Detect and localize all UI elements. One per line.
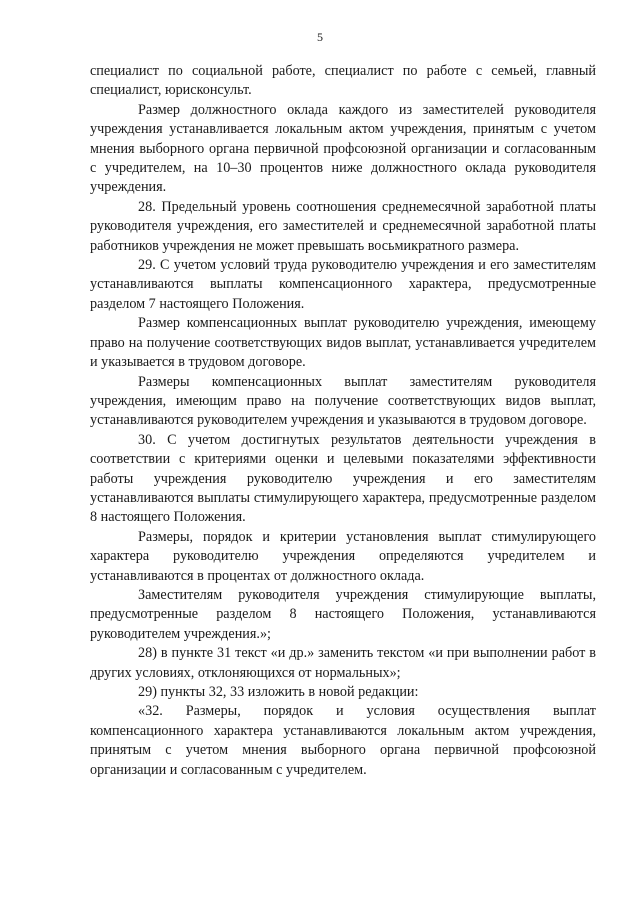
paragraph-head-compensation: Размер компенсационных выплат руководителю учреждения, имеющему право на получение соответствующих видов выплат, устанавливается учредителем и указывается в трудовом договоре. (90, 315, 596, 371)
paragraph-item-30: 30. С учетом достигнутых результатов деятельности учреждения в соответствии с критериями оценки и целевыми показателями эффективности работы учреждения руководителю учреждения и его заместителям устанавливаются выплаты стимулирующего характера, предусмотренные разделом 8 настоящего Положения. (90, 431, 596, 526)
paragraph-amendment-29: 29) пункты 32, 33 изложить в новой редакции: (138, 684, 419, 700)
paragraph-amendment-28: 28) в пункте 31 текст «и др.» заменить текстом «и при выполнении работ в других условиях, отклоняющихся от нормальных»; (90, 645, 596, 681)
paragraph-deputy-compensation: Размеры компенсационных выплат заместителям руководителя учреждения, имеющим право на получение соответствующих видов выплат, устанавливаются руководителем учреждения и указываются в трудовом договоре. (90, 373, 596, 429)
document-body (90, 62, 596, 780)
paragraph-deputy-incentives: Заместителям руководителя учреждения стимулирующие выплаты, предусмотренные разделом 8 настоящего Положения, устанавливаются руководителем учреждения.»; (90, 586, 596, 642)
paragraph-new-item-32: «32. Размеры, порядок и условия осуществления выплат компенсационного характера устанавливаются локальным актом учреждения, принятым с учетом мнения выборного органа первичной профсоюзной организации и согласованным с учредителем. (90, 703, 596, 778)
paragraph-incentive-criteria: Размеры, порядок и критерии установления выплат стимулирующего характера руководителю учреждения определяются учредителем и устанавливаются в процентах от должностного оклада. (90, 528, 596, 584)
paragraph-item-28: 28. Предельный уровень соотношения среднемесячной заработной платы руководителя учреждения, его заместителей и среднемесячной заработной платы работников учреждения не может превышать восьмикратного размера. (90, 198, 596, 254)
paragraph-continuation: специалист по социальной работе, специалист по работе с семьей, главный специалист, юрисконсульт. (90, 63, 596, 99)
paragraph-deputy-salary: Размер должностного оклада каждого из заместителей руководителя учреждения устанавливается локальным актом учреждения, принятым с учетом мнения выборного органа первичной профсоюзной организации и согласованным с учредителем, на 10–30 процентов ниже должностного оклада руководителя учреждения. (90, 101, 596, 196)
paragraph-item-29: 29. С учетом условий труда руководителю учреждения и его заместителям устанавливаются выплаты компенсационного характера, предусмотренные разделом 7 настоящего Положения. (90, 257, 596, 312)
page-number: 5 (317, 30, 323, 44)
